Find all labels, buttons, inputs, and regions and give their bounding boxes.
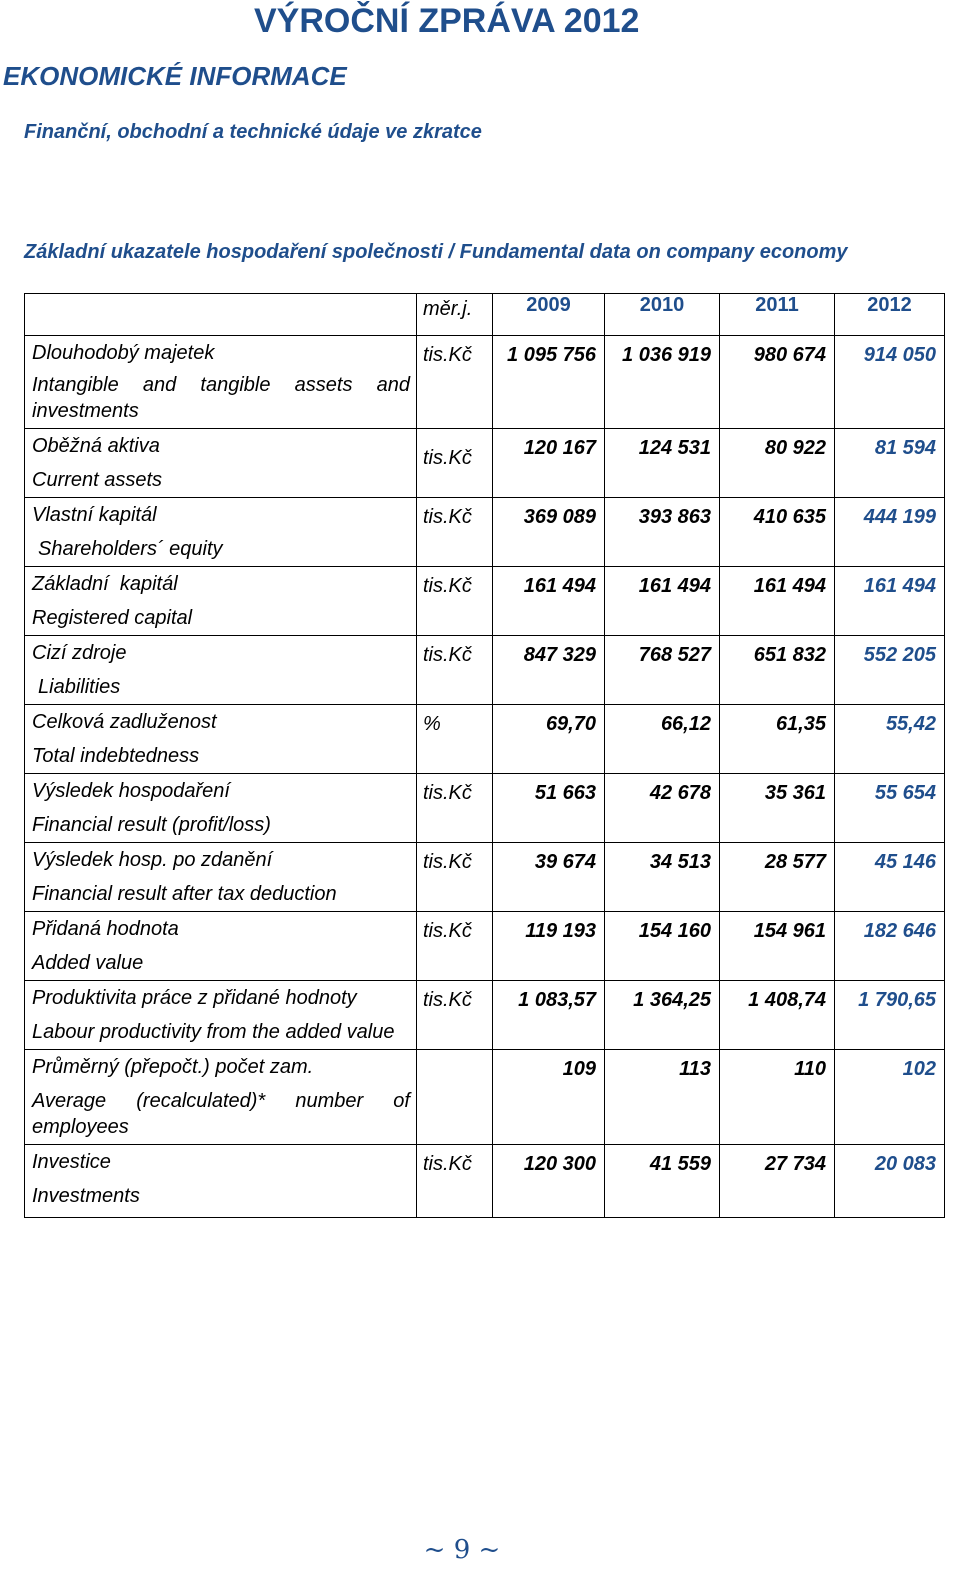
label-cz: Celková zadluženost — [32, 711, 217, 733]
year-header: 2011 — [720, 294, 835, 336]
unit-cell: tis.Kč — [417, 774, 493, 843]
value-2010: 161 494 — [605, 567, 720, 636]
value-2012: 20 083 — [835, 1145, 945, 1218]
table-row — [25, 336, 945, 429]
section-subtitle: Finanční, obchodní a technické údaje ve zkratce — [24, 121, 482, 143]
row-label — [25, 429, 417, 498]
label-en: Registered capital — [32, 607, 193, 629]
table-row — [25, 429, 945, 498]
label-cz: Výsledek hosp. po zdanění — [32, 849, 273, 871]
value-2011: 1 408,74 — [720, 981, 835, 1050]
value-2010: 41 559 — [605, 1145, 720, 1218]
value-2012: 81 594 — [835, 429, 945, 498]
value-2009: 1 095 756 — [493, 336, 605, 429]
row-label — [25, 774, 417, 843]
value-2010: 124 531 — [605, 429, 720, 498]
value-2011: 28 577 — [720, 843, 835, 912]
unit-cell: tis.Kč — [417, 912, 493, 981]
row-label — [25, 843, 417, 912]
value-2010: 113 — [605, 1050, 720, 1145]
value-2012: 444 199 — [835, 498, 945, 567]
row-label — [25, 636, 417, 705]
value-2010: 393 863 — [605, 498, 720, 567]
unit-cell: tis.Kč — [417, 636, 493, 705]
value-2009: 847 329 — [493, 636, 605, 705]
economic-data-table — [24, 293, 945, 1218]
value-2009: 109 — [493, 1050, 605, 1145]
value-2010: 1 036 919 — [605, 336, 720, 429]
year-header: 2010 — [605, 294, 720, 336]
label-cz: Průměrný (přepočt.) počet zam. — [32, 1056, 314, 1078]
value-2012: 45 146 — [835, 843, 945, 912]
table-row — [25, 1145, 945, 1218]
value-2009: 369 089 — [493, 498, 605, 567]
value-2009: 51 663 — [493, 774, 605, 843]
unit-cell — [417, 1050, 493, 1145]
unit-cell: tis.Kč — [417, 1145, 493, 1218]
label-en: Added value — [32, 952, 144, 974]
label-en: Average (recalculated)* number of employees — [32, 1090, 410, 1138]
value-2011: 80 922 — [720, 429, 835, 498]
year-header: 2009 — [493, 294, 605, 336]
table-row — [25, 981, 945, 1050]
label-en: Shareholders´ equity — [38, 538, 223, 560]
value-2012: 55 654 — [835, 774, 945, 843]
value-2012: 102 — [835, 1050, 945, 1145]
page-number: ~ 9 ~ — [423, 1535, 501, 1565]
value-2009: 161 494 — [493, 567, 605, 636]
label-en: Financial result after tax deduction — [32, 883, 337, 905]
value-2012: 55,42 — [835, 705, 945, 774]
label-en: Total indebtedness — [32, 745, 200, 767]
label-cz: Investice — [32, 1151, 111, 1173]
row-label — [25, 567, 417, 636]
table-row — [25, 705, 945, 774]
label-cz: Základní kapitál — [32, 573, 178, 595]
label-en: Labour productivity from the added value — [32, 1021, 395, 1043]
table-row — [25, 1050, 945, 1145]
row-label — [25, 498, 417, 567]
unit-cell: tis.Kč — [417, 843, 493, 912]
value-2010: 34 513 — [605, 843, 720, 912]
table-row — [25, 567, 945, 636]
table-header-row — [25, 294, 945, 336]
label-cz: Produktivita práce z přidané hodnoty — [32, 987, 357, 1009]
value-2012: 1 790,65 — [835, 981, 945, 1050]
value-2009: 39 674 — [493, 843, 605, 912]
value-2010: 42 678 — [605, 774, 720, 843]
value-2010: 1 364,25 — [605, 981, 720, 1050]
table-row — [25, 498, 945, 567]
value-2010: 66,12 — [605, 705, 720, 774]
label-en: Current assets — [32, 469, 163, 491]
value-2011: 27 734 — [720, 1145, 835, 1218]
value-2012: 914 050 — [835, 336, 945, 429]
unit-cell: tis.Kč — [417, 336, 493, 429]
report-title: VÝROČNÍ ZPRÁVA 2012 — [254, 2, 640, 40]
value-2011: 61,35 — [720, 705, 835, 774]
table-row — [25, 636, 945, 705]
value-2011: 651 832 — [720, 636, 835, 705]
value-2011: 980 674 — [720, 336, 835, 429]
unit-cell: tis.Kč — [417, 429, 493, 498]
label-cz: Vlastní kapitál — [32, 504, 157, 526]
label-cz: Oběžná aktiva — [32, 435, 160, 457]
label-en: Liabilities — [38, 676, 121, 698]
label-en: Intangible and tangible assets and investments — [32, 374, 410, 422]
row-label — [25, 1145, 417, 1218]
label-en: Investments — [32, 1185, 140, 1207]
table-row — [25, 774, 945, 843]
unit-header: měr.j. — [417, 294, 493, 336]
value-2012: 182 646 — [835, 912, 945, 981]
value-2009: 120 167 — [493, 429, 605, 498]
value-2011: 110 — [720, 1050, 835, 1145]
unit-cell: % — [417, 705, 493, 774]
value-2009: 120 300 — [493, 1145, 605, 1218]
unit-cell: tis.Kč — [417, 567, 493, 636]
value-2011: 410 635 — [720, 498, 835, 567]
header-blank — [25, 294, 417, 336]
unit-cell: tis.Kč — [417, 498, 493, 567]
value-2012: 552 205 — [835, 636, 945, 705]
row-label — [25, 705, 417, 774]
value-2010: 154 160 — [605, 912, 720, 981]
table-row — [25, 912, 945, 981]
unit-cell: tis.Kč — [417, 981, 493, 1050]
table-title: Základní ukazatele hospodaření společnosti / Fundamental data on company economy — [24, 241, 848, 263]
value-2009: 119 193 — [493, 912, 605, 981]
value-2011: 161 494 — [720, 567, 835, 636]
value-2011: 154 961 — [720, 912, 835, 981]
label-cz: Přidaná hodnota — [32, 918, 179, 940]
label-cz: Výsledek hospodaření — [32, 780, 230, 802]
row-label — [25, 336, 417, 429]
label-en: Financial result (profit/loss) — [32, 814, 271, 836]
value-2009: 1 083,57 — [493, 981, 605, 1050]
label-cz: Cizí zdroje — [32, 642, 127, 664]
year-header: 2012 — [835, 294, 945, 336]
label-cz: Dlouhodobý majetek — [32, 342, 215, 364]
value-2011: 35 361 — [720, 774, 835, 843]
value-2012: 161 494 — [835, 567, 945, 636]
value-2010: 768 527 — [605, 636, 720, 705]
row-label — [25, 1050, 417, 1145]
row-label — [25, 912, 417, 981]
table-row — [25, 843, 945, 912]
section-heading: EKONOMICKÉ INFORMACE — [3, 61, 347, 91]
value-2009: 69,70 — [493, 705, 605, 774]
row-label — [25, 981, 417, 1050]
